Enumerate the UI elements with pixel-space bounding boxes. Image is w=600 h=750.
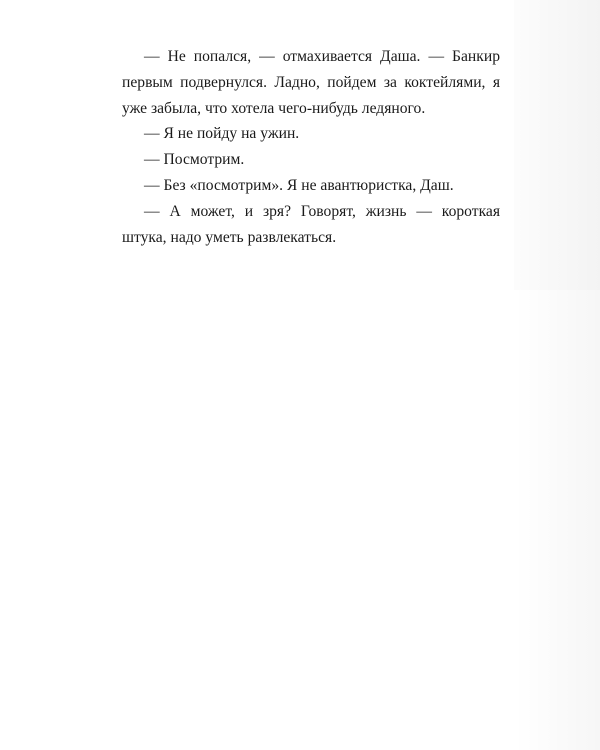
paragraph-2: — Я не пойду на ужин. bbox=[144, 125, 300, 143]
paragraph-1: — Не попался, — отмахивается Даша. — Банкир первым подвернулся. Ладно, пойдем за коктейлями, я уже забыла, что хотела чего-нибудь ледяного. bbox=[122, 48, 500, 117]
scan-shadow-edge bbox=[514, 0, 600, 750]
paragraph-3: — Посмотрим. bbox=[144, 151, 245, 169]
page-text bbox=[122, 44, 500, 250]
paragraph-4: — Без «посмотрим». Я не авантюристка, Даш. bbox=[144, 176, 454, 194]
paragraph-5: — А может, и зря? Говорят, жизнь — короткая штука, надо уметь развлекаться. bbox=[122, 202, 500, 246]
